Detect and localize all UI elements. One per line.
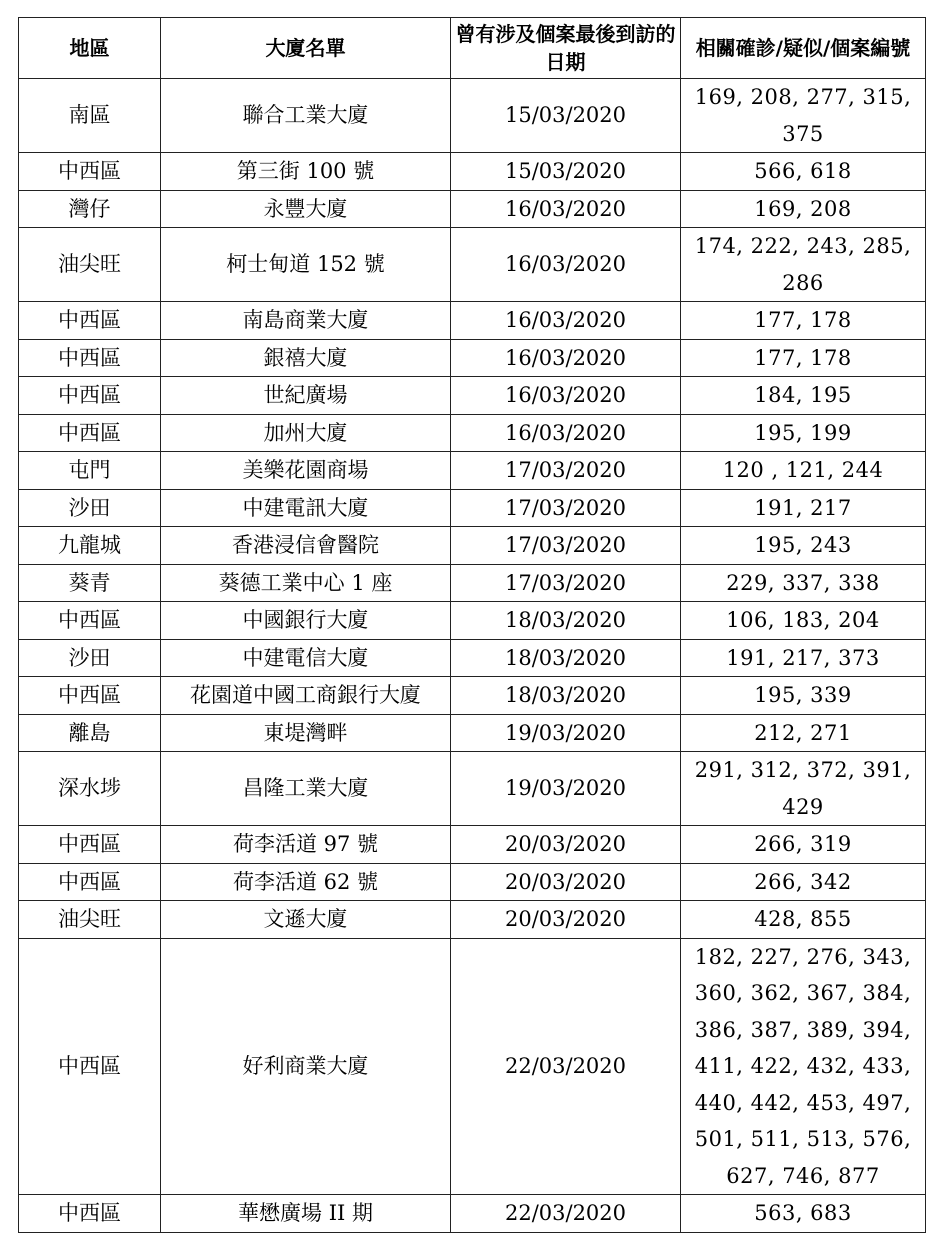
table-row xyxy=(19,489,926,527)
district-cell: 中西區 xyxy=(19,377,161,415)
date-cell: 17/03/2020 xyxy=(451,489,681,527)
date-cell: 16/03/2020 xyxy=(451,339,681,377)
date-cell: 20/03/2020 xyxy=(451,826,681,864)
table-header-row xyxy=(19,18,926,79)
date-cell: 18/03/2020 xyxy=(451,602,681,640)
district-cell: 中西區 xyxy=(19,938,161,1195)
building-cell: 花園道中國工商銀行大廈 xyxy=(161,677,451,715)
table-row xyxy=(19,901,926,939)
building-list-document xyxy=(18,17,925,1233)
date-cell: 16/03/2020 xyxy=(451,190,681,228)
table-row xyxy=(19,639,926,677)
district-cell: 中西區 xyxy=(19,1195,161,1233)
building-cell: 葵德工業中心 1 座 xyxy=(161,564,451,602)
district-cell: 沙田 xyxy=(19,489,161,527)
date-cell: 18/03/2020 xyxy=(451,639,681,677)
cases-cell: 266, 319 xyxy=(681,826,926,864)
table-row xyxy=(19,677,926,715)
district-cell: 葵青 xyxy=(19,564,161,602)
district-cell: 南區 xyxy=(19,79,161,153)
district-cell: 灣仔 xyxy=(19,190,161,228)
district-cell: 油尖旺 xyxy=(19,228,161,302)
building-cell: 銀禧大廈 xyxy=(161,339,451,377)
table-row xyxy=(19,339,926,377)
table-row xyxy=(19,302,926,340)
table-row xyxy=(19,79,926,153)
cases-cell: 291, 312, 372, 391, 429 xyxy=(681,752,926,826)
table-row xyxy=(19,826,926,864)
cases-cell: 169, 208, 277, 315, 375 xyxy=(681,79,926,153)
cases-cell: 106, 183, 204 xyxy=(681,602,926,640)
date-cell: 18/03/2020 xyxy=(451,677,681,715)
table-row xyxy=(19,863,926,901)
district-cell: 中西區 xyxy=(19,863,161,901)
date-cell: 20/03/2020 xyxy=(451,901,681,939)
cases-cell: 266, 342 xyxy=(681,863,926,901)
date-cell: 15/03/2020 xyxy=(451,153,681,191)
building-cell: 文遜大廈 xyxy=(161,901,451,939)
building-cell: 世紀廣場 xyxy=(161,377,451,415)
building-cell: 美樂花園商場 xyxy=(161,452,451,490)
table-row xyxy=(19,452,926,490)
table-row xyxy=(19,752,926,826)
building-cell: 中建電信大廈 xyxy=(161,639,451,677)
table-row xyxy=(19,714,926,752)
building-cell: 南島商業大廈 xyxy=(161,302,451,340)
district-cell: 油尖旺 xyxy=(19,901,161,939)
table-row xyxy=(19,564,926,602)
cases-cell: 120 , 121, 244 xyxy=(681,452,926,490)
cases-cell: 184, 195 xyxy=(681,377,926,415)
cases-cell: 212, 271 xyxy=(681,714,926,752)
building-cell: 香港浸信會醫院 xyxy=(161,527,451,565)
cases-cell: 174, 222, 243, 285, 286 xyxy=(681,228,926,302)
cases-cell: 563, 683 xyxy=(681,1195,926,1233)
district-cell: 九龍城 xyxy=(19,527,161,565)
building-cell: 荷李活道 97 號 xyxy=(161,826,451,864)
table-row xyxy=(19,1195,926,1233)
building-cell: 好利商業大廈 xyxy=(161,938,451,1195)
header-date: 曾有涉及個案最後到訪的日期 xyxy=(451,18,681,79)
date-cell: 16/03/2020 xyxy=(451,228,681,302)
table-row xyxy=(19,938,926,1195)
building-cell: 東堤灣畔 xyxy=(161,714,451,752)
cases-cell: 191, 217 xyxy=(681,489,926,527)
cases-cell: 229, 337, 338 xyxy=(681,564,926,602)
district-cell: 中西區 xyxy=(19,414,161,452)
cases-cell: 195, 339 xyxy=(681,677,926,715)
building-cell: 荷李活道 62 號 xyxy=(161,863,451,901)
building-cell: 昌隆工業大廈 xyxy=(161,752,451,826)
cases-cell: 177, 178 xyxy=(681,302,926,340)
date-cell: 16/03/2020 xyxy=(451,302,681,340)
building-cell: 加州大廈 xyxy=(161,414,451,452)
building-cell: 第三街 100 號 xyxy=(161,153,451,191)
date-cell: 16/03/2020 xyxy=(451,414,681,452)
cases-cell: 191, 217, 373 xyxy=(681,639,926,677)
building-cases-table xyxy=(18,17,926,1233)
building-cell: 中建電訊大廈 xyxy=(161,489,451,527)
cases-cell: 182, 227, 276, 343, 360, 362, 367, 384, 386, 387, 389, 394, 411, 422, 432, 433, 440, 442, 453, 497, 501, 511, 513, 576, 627, 746, 877 xyxy=(681,938,926,1195)
date-cell: 17/03/2020 xyxy=(451,452,681,490)
district-cell: 中西區 xyxy=(19,602,161,640)
district-cell: 沙田 xyxy=(19,639,161,677)
building-cell: 柯士甸道 152 號 xyxy=(161,228,451,302)
district-cell: 中西區 xyxy=(19,302,161,340)
date-cell: 22/03/2020 xyxy=(451,1195,681,1233)
building-cell: 聯合工業大廈 xyxy=(161,79,451,153)
district-cell: 中西區 xyxy=(19,677,161,715)
date-cell: 19/03/2020 xyxy=(451,752,681,826)
table-row xyxy=(19,190,926,228)
date-cell: 17/03/2020 xyxy=(451,564,681,602)
table-row xyxy=(19,527,926,565)
district-cell: 中西區 xyxy=(19,153,161,191)
header-building: 大廈名單 xyxy=(161,18,451,79)
date-cell: 17/03/2020 xyxy=(451,527,681,565)
date-cell: 19/03/2020 xyxy=(451,714,681,752)
date-cell: 22/03/2020 xyxy=(451,938,681,1195)
table-row xyxy=(19,153,926,191)
header-district: 地區 xyxy=(19,18,161,79)
district-cell: 中西區 xyxy=(19,826,161,864)
cases-cell: 177, 178 xyxy=(681,339,926,377)
header-cases: 相關確診/疑似/個案編號 xyxy=(681,18,926,79)
table-row xyxy=(19,414,926,452)
cases-cell: 195, 243 xyxy=(681,527,926,565)
district-cell: 中西區 xyxy=(19,339,161,377)
cases-cell: 428, 855 xyxy=(681,901,926,939)
building-cell: 永豐大廈 xyxy=(161,190,451,228)
building-cell: 華懋廣場 II 期 xyxy=(161,1195,451,1233)
district-cell: 屯門 xyxy=(19,452,161,490)
date-cell: 20/03/2020 xyxy=(451,863,681,901)
cases-cell: 169, 208 xyxy=(681,190,926,228)
table-row xyxy=(19,377,926,415)
cases-cell: 195, 199 xyxy=(681,414,926,452)
table-row xyxy=(19,602,926,640)
district-cell: 離島 xyxy=(19,714,161,752)
district-cell: 深水埗 xyxy=(19,752,161,826)
building-cell: 中國銀行大廈 xyxy=(161,602,451,640)
date-cell: 16/03/2020 xyxy=(451,377,681,415)
table-row xyxy=(19,228,926,302)
date-cell: 15/03/2020 xyxy=(451,79,681,153)
cases-cell: 566, 618 xyxy=(681,153,926,191)
